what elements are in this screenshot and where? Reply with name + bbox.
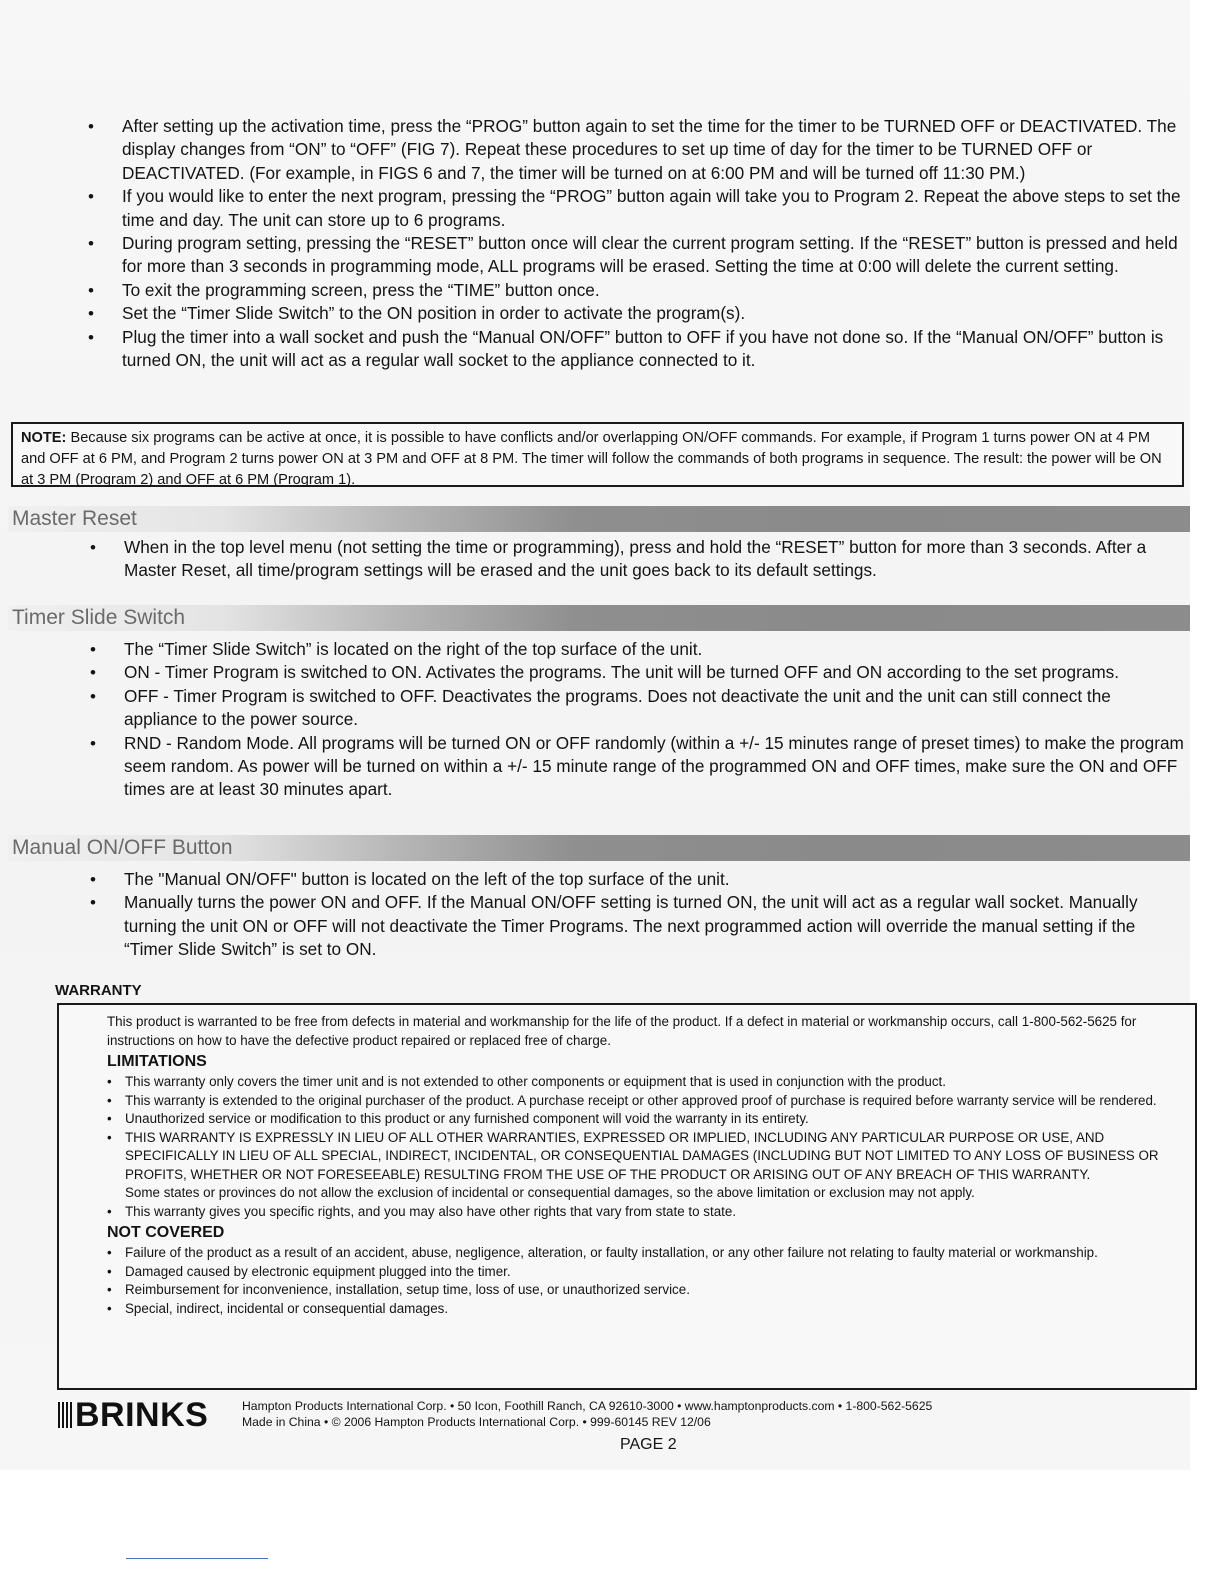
programming-steps-list <box>88 115 1184 372</box>
list-item: • Plug the timer into a wall socket and push the “Manual ON/OFF” button to OFF if you have not done so. If the “Manual ON/OFF” button is turned ON, the unit will act as a regular wall socket to the appliance connected to it. <box>88 326 1164 371</box>
list-item: • Failure of the product as a result of an accident, abuse, negligence, alteration, or faulty installation, or any other failure not relating to faulty material or workmanship. <box>107 1244 1185 1263</box>
bullet-icon: • <box>107 1203 112 1219</box>
bullet-icon: • <box>107 1300 112 1316</box>
warranty-box <box>57 1003 1197 1390</box>
brinks-logo <box>58 1398 208 1432</box>
note-box <box>11 422 1184 487</box>
bullet-icon: • <box>107 1074 112 1089</box>
bullet-icon: • <box>90 733 96 753</box>
warranty-intro: This product is warranted to be free from defects in material and workmanship for the life of the product. If a defect in material or workmanship occurs, call 1-800-562-5625 for instructions on how to have the defective product repaired or replaced free of charge. <box>107 1014 1137 1048</box>
bullet-icon: • <box>107 1245 112 1260</box>
section-header-timer-slide-switch <box>8 605 1190 631</box>
bullet-icon: • <box>88 304 94 324</box>
bullet-icon: • <box>107 1111 112 1126</box>
bullet-icon: • <box>88 280 94 300</box>
manual-button-list <box>90 868 1184 962</box>
list-item: • To exit the programming screen, press the “TIME” button once. <box>122 279 1184 302</box>
list-item: • Reimbursement for inconvenience, installation, setup time, loss of use, or unauthorized service. <box>107 1281 1185 1300</box>
limitations-title: LIMITATIONS <box>107 1053 207 1070</box>
bullet-icon: • <box>107 1092 112 1108</box>
not-covered-title: NOT COVERED <box>107 1224 225 1241</box>
list-item: • Unauthorized service or modification to this product or any furnished component will void the warranty in its entirety. <box>107 1110 1185 1129</box>
section-header-manual-button <box>8 835 1190 861</box>
timer-slide-list <box>90 638 1184 802</box>
bullet-icon: • <box>88 327 94 347</box>
list-item: • Manually turns the power ON and OFF. If the Manual ON/OFF setting is turned ON, the unit will act as a regular wall socket. Manually turning the unit ON or OFF will not deactivate the Timer Programs. The next programmed action will override the manual setting if the “Timer Slide Switch” is set to ON. <box>90 892 1138 960</box>
list-item: • After setting up the activation time, press the “PROG” button again to set the time for the timer to be TURNED OFF or DEACTIVATED. The display changes from “ON” to “OFF” (FIG 7). Repeat these procedures to set up time of day for the timer to be TURNED OFF or DEACTIVATED. (For example, in FIGS 6 and 7, the timer will be turned on at 6:00 PM and will be turned off 11:30 PM.) <box>88 116 1177 183</box>
limitations-list <box>107 1073 1185 1221</box>
bullet-icon: • <box>107 1282 112 1297</box>
list-item: • Damaged caused by electronic equipment plugged into the timer. <box>107 1263 1185 1282</box>
bullet-icon: • <box>88 234 94 254</box>
master-reset-list <box>90 536 1184 583</box>
list-item: • Special, indirect, incidental or consequential damages. <box>107 1300 1185 1319</box>
list-item: • OFF - Timer Program is switched to OFF. Deactivates the programs. Does not deactivate the unit and the unit can still connect the appliance to the power source. <box>90 685 1111 730</box>
bullet-icon: • <box>107 1263 112 1279</box>
bullet-icon: • <box>90 538 96 557</box>
section-title: Timer Slide Switch <box>12 606 186 629</box>
bullet-icon: • <box>90 893 96 913</box>
footer-line-2: Made in China • © 2006 Hampton Products International Corp. • 999-60145 REV 12/06 <box>242 1415 711 1429</box>
footer-info <box>242 1398 932 1430</box>
logo-bars-icon <box>58 1402 72 1428</box>
footer-line-1: Hampton Products International Corp. • 50 Icon, Foothill Ranch, CA 92610-3000 • www.hamptonproducts.com • 1-800-562-5625 <box>242 1399 933 1413</box>
warranty-heading: WARRANTY <box>55 982 142 999</box>
list-item: • THIS WARRANTY IS EXPRESSLY IN LIEU OF ALL OTHER WARRANTIES, EXPRESSED OR IMPLIED, INCLUDING ANY PARTICULAR PURPOSE OR USE, AND SPECIFICALLY IN LIEU OF ALL SPECIAL, INDIRECT, INCIDENTAL, OR CONSEQUENTIAL DAMAGES (INCLUDING BUT NOT LIMITED TO ANY LOSS OF BUSINESS OR PROFITS, WHETHER OR NOT FORESEEABLE) RESULTING FROM THE USE OF THE PRODUCT OR ARISING OUT OF ANY BREACH OF THIS WARRANTY. <box>107 1129 1159 1182</box>
list-item: • The “Timer Slide Switch” is located on the right of the top surface of the unit. <box>124 638 1184 661</box>
bullet-icon: • <box>90 870 96 889</box>
bullet-icon: • <box>90 663 96 683</box>
list-item: • If you would like to enter the next program, pressing the “PROG” button again will take you to Program 2. Repeat the above steps to set the time and day. The unit can store up to 6 programs. <box>88 186 1181 230</box>
bullet-icon: • <box>90 686 96 706</box>
bullet-icon: • <box>107 1129 112 1145</box>
list-item: • ON - Timer Program is switched to ON. Activates the programs. The unit will be turned OFF and ON according to the set programs. <box>124 661 1184 684</box>
list-item: • When in the top level menu (not setting the time or programming), press and hold the “RESET” button for more than 3 seconds. After a Master Reset, all time/program settings will be erased and the unit goes back to its default settings. <box>90 537 1147 581</box>
bullet-icon: • <box>90 640 96 659</box>
note-label: NOTE: <box>21 430 67 446</box>
note-text: Because six programs can be active at once, it is possible to have conflicts and/or overlapping ON/OFF commands. For example, if Program 1 turns power ON at 4 PM and OFF at 6 PM, and Program 2 turns power ON at 3 PM and OFF at 8 PM. The timer will follow the commands of both programs in sequence. The result: the power will be ON at 3 PM (Program 2) and OFF at 6 PM (Program 1). <box>21 430 1162 488</box>
list-item: Some states or provinces do not allow the exclusion of incidental or consequential damages, so the above limitation or exclusion may not apply. <box>125 1185 975 1200</box>
list-item: • RND - Random Mode. All programs will be turned ON or OFF randomly (within a +/- 15 minutes range of preset times) to make the program seem random. As power will be turned on within a +/- 15 minute range of the programmed ON and OFF times, make sure the ON and OFF times are at least 30 minutes apart. <box>90 732 1184 800</box>
brand-name: BRINKS <box>75 1396 209 1434</box>
list-item: • Set the “Timer Slide Switch” to the ON position in order to activate the program(s). <box>122 302 1184 325</box>
bullet-icon: • <box>88 187 94 207</box>
bullet-icon: • <box>88 117 94 136</box>
list-item: • The "Manual ON/OFF" button is located on the left of the top surface of the unit. <box>124 868 1184 891</box>
section-title: Master Reset <box>12 507 137 530</box>
list-item: • This warranty is extended to the original purchaser of the product. A purchase receipt or other approved proof of purchase is required before warranty service will be rendered. <box>107 1092 1185 1111</box>
list-item: • This warranty only covers the timer unit and is not extended to other components or equipment that is used in conjunction with the product. <box>107 1073 1185 1092</box>
list-item: • This warranty gives you specific rights, and you may also have other rights that vary from state to state. <box>107 1203 1185 1222</box>
list-item: • During program setting, pressing the “RESET” button once will clear the current program setting. If the “RESET” button is pressed and held for more than 3 seconds in programming mode, ALL programs will be erased. Setting the time at 0:00 will delete the current setting. <box>88 233 1178 277</box>
page-number: PAGE 2 <box>620 1436 677 1453</box>
divider <box>126 1558 268 1559</box>
section-title: Manual ON/OFF Button <box>12 836 233 859</box>
section-header-master-reset <box>8 506 1190 532</box>
not-covered-list <box>107 1244 1185 1318</box>
